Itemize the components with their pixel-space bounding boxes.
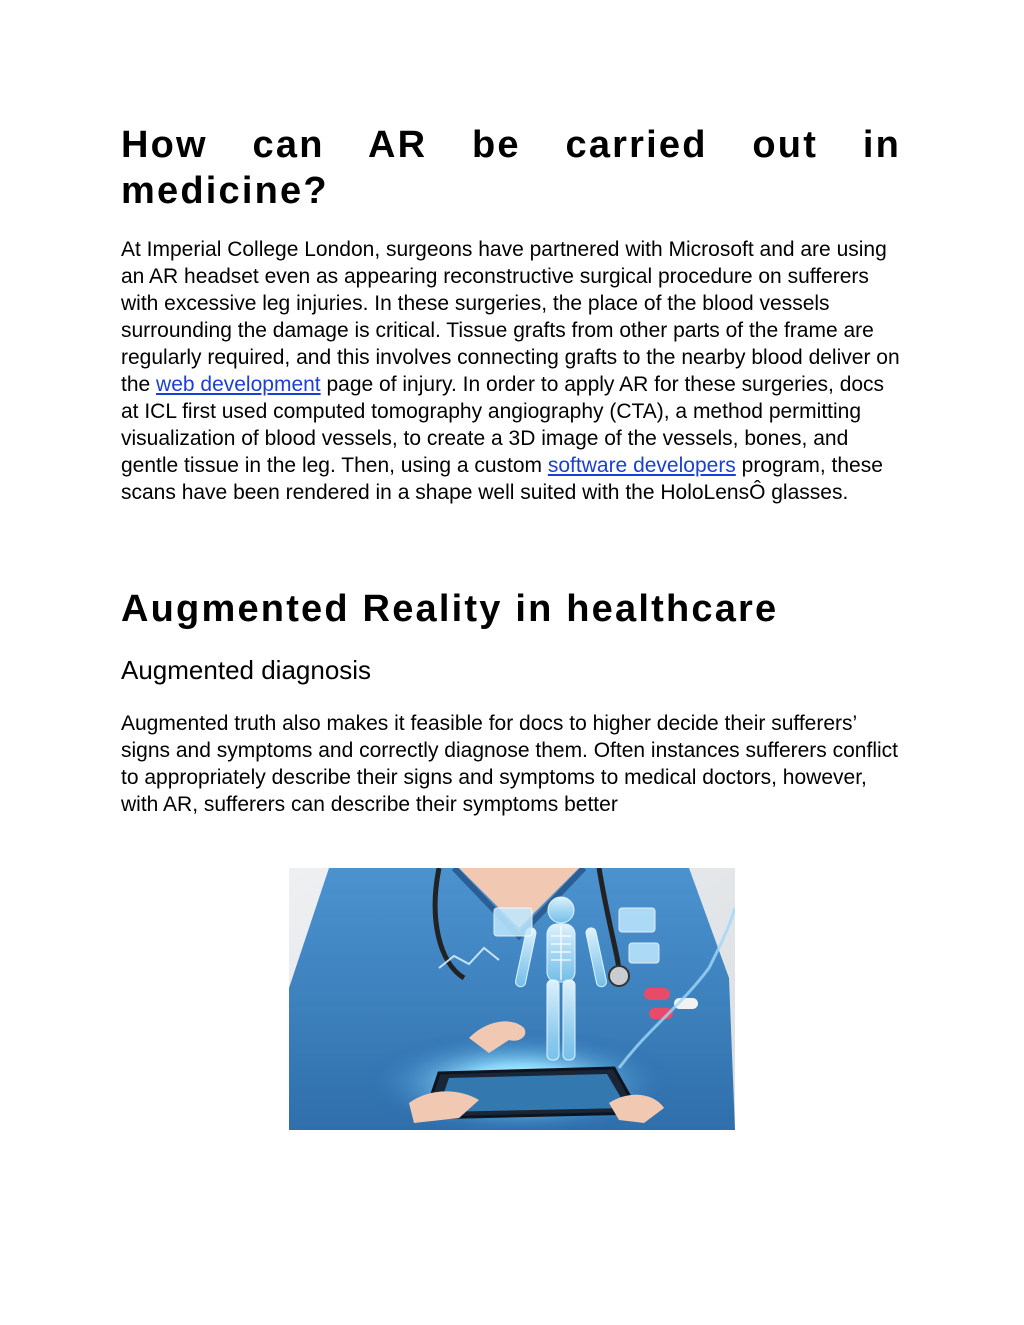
section-heading-ar-healthcare: Augmented Reality in healthcare [121, 588, 779, 630]
paragraph-augmented-diagnosis: Augmented truth also makes it feasible for docs to higher decide their sufferers’ signs and symptoms and correctly diagnose them. Often instances sufferers conflict to appropriately describe their signs and symptoms to medical doctors, however, with AR, sufferers can describe their symptoms better [121, 712, 898, 816]
section-heading-ar-medicine: How can AR be carried out in medicine? [121, 124, 901, 212]
paragraph-text: page of injury. In order to apply AR for these surgeries, docs at ICL first used computed tomography angiography (CTA), a method permitting visualization of blood vessels, to create a 3D image of the vessels, bones, and gentle tissue in the leg. Then, using a custom [121, 373, 885, 477]
doctor-hologram-image [289, 868, 735, 1130]
paragraph-text: program, these scans have been rendered in a shape well suited with the HoloLensÔ glasses. [121, 454, 883, 504]
subheading-augmented-diagnosis: Augmented diagnosis [121, 655, 372, 685]
paragraph-imperial-college [121, 236, 906, 506]
software-developers-link[interactable]: software developers [547, 454, 736, 477]
web-development-link[interactable]: web development [156, 373, 321, 396]
paragraph-text: At Imperial College London, surgeons have partnered with Microsoft and are using an AR headset even as appearing reconstructive surgical procedure on sufferers with excessive leg injuries. In these surgeries, the place of the blood vessels surrounding the damage is critical. Tissue grafts from other parts of the frame are regularly required, and this involves connecting grafts to the nearby blood deliver on the [121, 238, 900, 396]
